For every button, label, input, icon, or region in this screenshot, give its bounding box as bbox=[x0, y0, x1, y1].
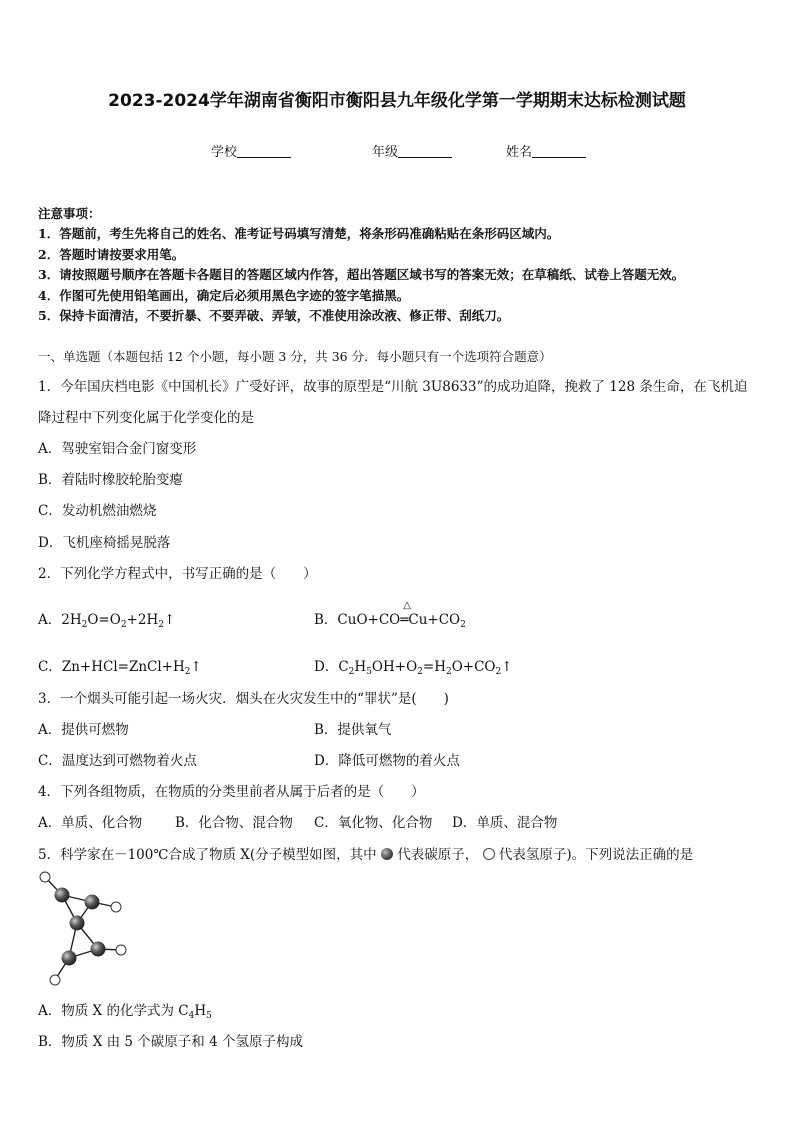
q4-stem: 4．下列各组物质，在物质的分类里前者从属于后者的是（ ） bbox=[38, 784, 425, 800]
q2-option-a[interactable]: A．$2H_2O=O_2+2H_2↑$ bbox=[38, 612, 176, 630]
grade-blank[interactable] bbox=[398, 145, 452, 158]
carbon-atom-icon bbox=[55, 888, 70, 903]
q2-option-d[interactable]: D．$C_2H_5OH+O_2=H_2O+CO_2↑$ bbox=[314, 659, 513, 677]
q3-option-a[interactable]: A．提供可燃物 bbox=[38, 722, 129, 738]
notice-item: 4．作图可先使用铅笔画出，确定后必须用黑色字迹的签字笔描黑。 bbox=[38, 288, 410, 303]
grade-field[interactable] bbox=[372, 141, 452, 160]
notice-item: 2．答题时请按要求用笔。 bbox=[38, 247, 185, 262]
school-label: 学校 bbox=[211, 145, 238, 160]
notice-heading: 注意事项： bbox=[38, 206, 101, 221]
q2-stem: 2．下列化学方程式中，书写正确的是（ ） bbox=[38, 566, 317, 582]
q3-option-b[interactable]: B．提供氧气 bbox=[314, 722, 392, 738]
q4-option-c[interactable]: C．氧化物、化合物 bbox=[314, 815, 433, 831]
school-blank[interactable] bbox=[237, 145, 291, 158]
q5-option-a[interactable]: A．物质 X 的化学式为 $C_4H_5$ bbox=[38, 1003, 212, 1021]
carbon-atom-icon bbox=[62, 951, 77, 966]
hydrogen-atom-icon bbox=[50, 975, 60, 985]
hydrogen-atom-icon bbox=[483, 848, 495, 860]
q1-option-c[interactable]: C．发动机燃油燃烧 bbox=[38, 503, 157, 519]
notice-item: 1．答题前，考生先将自己的姓名、准考证号码填写清楚，将条形码准确粘贴在条形码区域内。 bbox=[38, 226, 560, 241]
carbon-atom-icon bbox=[91, 942, 106, 957]
q2-option-b[interactable]: B．CuO+CO △ $═Cu+CO_2$ bbox=[314, 600, 466, 630]
hydrogen-atom-icon bbox=[40, 872, 50, 882]
name-label: 姓名 bbox=[506, 145, 533, 160]
q5-stem: 5．科学家在－100℃合成了物质 X(分子模型如图，其中 代表碳原子， 代表氢原子)。下列说法正确的是 bbox=[38, 847, 694, 863]
q1-option-d[interactable]: D．飞机座椅摇晃脱落 bbox=[38, 535, 171, 551]
name-blank[interactable] bbox=[532, 145, 586, 158]
notice-item: 5．保持卡面清洁，不要折暴、不要弄破、弄皱，不准使用涂改液、修正带、刮纸刀。 bbox=[38, 308, 510, 323]
q4-option-b[interactable]: B．化合物、混合物 bbox=[175, 815, 293, 831]
q1-stem-line2: 降过程中下列变化属于化学变化的是 bbox=[38, 410, 254, 426]
heat-symbol: △ bbox=[403, 600, 411, 611]
carbon-atom-icon bbox=[85, 895, 100, 910]
page-title: 2023-2024学年湖南省衡阳市衡阳县九年级化学第一学期期末达标检测试题 bbox=[108, 91, 686, 111]
q3-stem: 3．一个烟头可能引起一场火灾．烟头在火灾发生中的“罪状”是( ) bbox=[38, 691, 449, 707]
hydrogen-atom-icon bbox=[116, 945, 126, 955]
molecule-model bbox=[30, 868, 140, 993]
q2-option-c[interactable]: C．$Zn+HCl=ZnCl+H_2↑$ bbox=[38, 659, 202, 677]
carbon-atom-icon bbox=[70, 916, 85, 931]
q4-option-a[interactable]: A．单质、化合物 bbox=[38, 815, 143, 831]
section-heading: 一、单选题（本题包括 12 个小题，每小题 3 分，共 36 分．每小题只有一个选项符合题意） bbox=[38, 349, 552, 364]
q3-option-d[interactable]: D．降低可燃物的着火点 bbox=[314, 753, 460, 769]
q1-option-b[interactable]: B．着陆时橡胶轮胎变瘪 bbox=[38, 472, 183, 488]
school-field[interactable] bbox=[211, 141, 291, 160]
notice-item: 3．请按照题号顺序在答题卡各题目的答题区域内作答，超出答题区域书写的答案无效；在草稿纸、试卷上答题无效。 bbox=[38, 267, 685, 282]
q4-option-d[interactable]: D．单质、混合物 bbox=[452, 815, 558, 831]
name-field[interactable] bbox=[506, 141, 586, 160]
q5-option-b[interactable]: B．物质 X 由 5 个碳原子和 4 个氢原子构成 bbox=[38, 1034, 303, 1050]
hydrogen-atom-icon bbox=[111, 902, 121, 912]
q1-option-a[interactable]: A．驾驶室铝合金门窗变形 bbox=[38, 441, 197, 457]
carbon-atom-icon bbox=[381, 848, 393, 860]
q1-stem-line1: 1．今年国庆档电影《中国机长》广受好评，故事的原型是“川航 3U8633”的成功迫降，挽救了 128 条生命，在飞机迫 bbox=[38, 379, 748, 395]
q3-option-c[interactable]: C．温度达到可燃物着火点 bbox=[38, 753, 197, 769]
grade-label: 年级 bbox=[372, 145, 399, 160]
